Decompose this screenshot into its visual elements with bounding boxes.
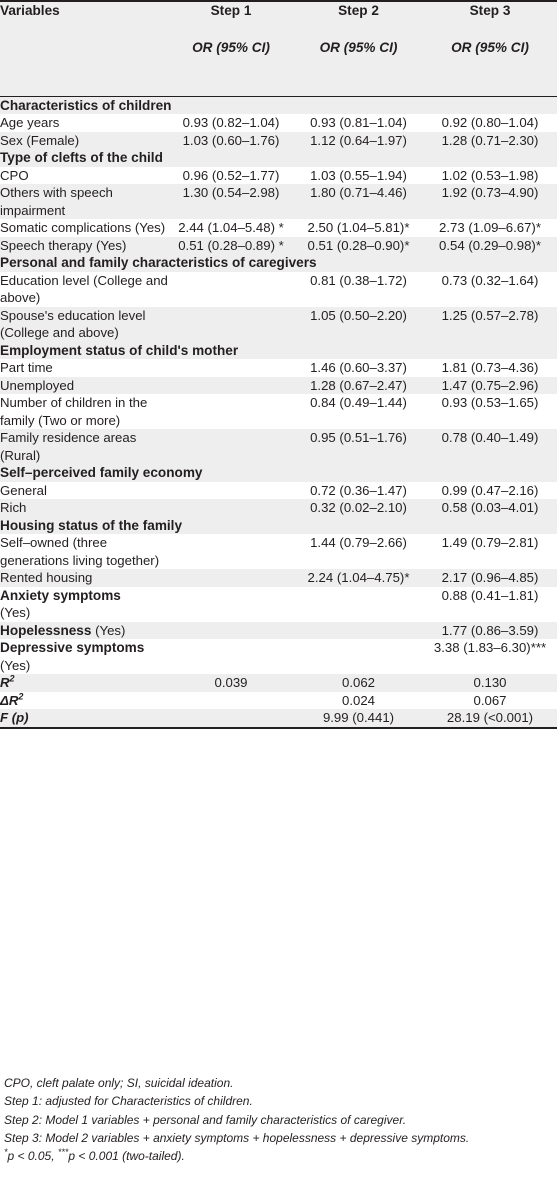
- step-1-value: [168, 307, 294, 342]
- table-row: [0, 132, 557, 150]
- footnote-step-3: Step 3: Model 2 variables + anxiety symptoms + hopelessness + depressive symptoms.: [4, 1130, 470, 1145]
- row-label-bold: Depressive symptoms: [0, 640, 145, 655]
- section-row: [0, 254, 557, 272]
- step-2-value: 2.50 (1.04–5.81)*: [307, 220, 410, 235]
- table-row: [0, 359, 557, 377]
- subheader-or-step-1: OR (95% CI): [168, 39, 294, 96]
- step-1-value: 2.44 (1.04–5.48) *: [178, 220, 284, 235]
- step-2-value: 1.44 (0.79–2.66): [310, 535, 407, 550]
- statistic-row: [0, 674, 557, 692]
- step-2-value: 0.32 (0.02–2.10): [294, 499, 423, 517]
- step-3-value: 28.19 (<0.001): [423, 709, 557, 728]
- step-3-value: 1.81 (0.73–4.36): [441, 360, 539, 375]
- step-3-value: 0.54 (0.29–0.98)*: [423, 237, 557, 255]
- table-row: [0, 307, 557, 342]
- row-label: Age years: [0, 115, 60, 130]
- row-label: Sex (Female): [0, 132, 168, 150]
- step-1-value: [168, 482, 294, 500]
- row-label-suffix: (Yes): [91, 622, 126, 638]
- footnote-significance: [4, 1147, 556, 1165]
- footnote-sup-triple: ***: [57, 1147, 69, 1158]
- table-row: [0, 114, 557, 132]
- step-1-value: 0.93 (0.82–1.04): [182, 115, 280, 130]
- footnote-p-0001: p < 0.001 (two-tailed).: [68, 1149, 185, 1164]
- step-3-value: 0.130: [423, 674, 557, 692]
- step-3-value: 1.92 (0.73–4.90): [423, 184, 557, 219]
- row-label-suffix: (Yes): [0, 657, 31, 673]
- row-label: Rich: [0, 499, 168, 517]
- row-label-bold: Hopelessness: [0, 622, 92, 638]
- step-1-value: [168, 499, 294, 517]
- row-label: Speech therapy (Yes): [0, 237, 168, 255]
- row-label: [0, 622, 168, 640]
- step-3-value: 0.78 (0.40–1.49): [423, 429, 557, 464]
- row-label: [0, 692, 168, 710]
- step-3-value: 0.067: [473, 692, 507, 708]
- section-heading: Type of clefts of the child: [0, 149, 557, 167]
- step-2-value: 1.28 (0.67–2.47): [294, 377, 423, 395]
- row-label: [0, 587, 168, 622]
- table-row: [0, 167, 557, 185]
- table-row: [0, 499, 557, 517]
- row-label: F (p): [0, 709, 168, 728]
- subheader-empty: [0, 39, 168, 96]
- header-variables: Variables: [0, 1, 168, 39]
- step-1-value: [168, 622, 294, 640]
- step-3-value: 0.73 (0.32–1.64): [441, 272, 539, 288]
- step-3-value: 0.99 (0.47–2.16): [441, 482, 539, 498]
- footnote-p-005: p < 0.05,: [7, 1149, 58, 1164]
- row-label: [0, 639, 168, 674]
- row-label: Unemployed: [0, 377, 168, 395]
- table-row: [0, 482, 557, 500]
- step-1-value: 1.30 (0.54–2.98): [168, 184, 294, 219]
- table-row: [0, 587, 557, 622]
- step-1-value: [168, 569, 294, 587]
- table-footnotes: [4, 1074, 556, 1165]
- step-3-value: 1.47 (0.75–2.96): [423, 377, 557, 395]
- step-2-value: 0.93 (0.81–1.04): [310, 115, 407, 130]
- row-label: CPO: [0, 167, 29, 183]
- step-2-value: 0.51 (0.28–0.90)*: [294, 237, 423, 255]
- step-3-value: 1.02 (0.53–1.98): [441, 167, 539, 183]
- row-label: Others with speech impairment: [0, 184, 168, 219]
- step-1-value: [168, 272, 294, 307]
- table-row: [0, 377, 557, 395]
- table-row: [0, 622, 557, 640]
- step-1-value: 0.96 (0.52–1.77): [182, 167, 280, 183]
- step-2-value: [294, 622, 423, 640]
- row-label: Rented housing: [0, 569, 168, 587]
- row-label: Number of children in the family (Two or more): [0, 395, 148, 428]
- section-heading: Characteristics of children: [0, 96, 557, 114]
- step-3-value: 1.77 (0.86–3.59): [423, 622, 557, 640]
- section-row: [0, 342, 557, 360]
- section-row: [0, 464, 557, 482]
- step-1-value: [168, 587, 294, 622]
- step-1-value: [168, 692, 294, 710]
- step-2-value: 0.95 (0.51–1.76): [294, 429, 423, 464]
- section-heading: Self–perceived family economy: [0, 464, 557, 482]
- step-1-value: [168, 429, 294, 464]
- row-label: Self–owned (three generations living together): [0, 535, 160, 568]
- header-row: [0, 1, 557, 39]
- step-2-value: 9.99 (0.441): [294, 709, 423, 728]
- header-step-2: Step 2: [294, 1, 423, 39]
- step-3-value: 0.58 (0.03–4.01): [423, 499, 557, 517]
- step-3-value: 0.92 (0.80–1.04): [441, 115, 539, 130]
- statistic-row: [0, 692, 557, 710]
- step-1-value: [168, 377, 294, 395]
- section-row: [0, 149, 557, 167]
- table-row: [0, 272, 557, 307]
- row-label-bold: Anxiety symptoms: [0, 587, 121, 603]
- step-2-value: 0.062: [294, 674, 423, 692]
- step-2-value: 0.72 (0.36–1.47): [310, 482, 407, 498]
- footnote-sup-single: *: [4, 1147, 8, 1158]
- table-row: [0, 639, 557, 674]
- step-2-value: 0.81 (0.38–1.72): [310, 272, 407, 288]
- table-body: [0, 96, 557, 728]
- step-1-value: [168, 534, 294, 569]
- stat-label-superscript: 2: [9, 673, 15, 684]
- step-3-value: 0.88 (0.41–1.81): [441, 587, 539, 603]
- step-2-value: [294, 639, 423, 674]
- subheader-or-step-2: OR (95% CI): [294, 39, 423, 96]
- row-label: General: [0, 482, 47, 498]
- step-2-value: 1.05 (0.50–2.20): [294, 307, 423, 342]
- step-1-value: 0.039: [168, 674, 294, 692]
- stat-label-base: ΔR: [0, 692, 19, 708]
- step-1-value: 0.51 (0.28–0.89) *: [168, 237, 294, 255]
- step-2-value: 0.84 (0.49–1.44): [310, 395, 407, 410]
- row-label: Education level (College and above): [0, 272, 168, 305]
- table-row: [0, 184, 557, 219]
- statistic-row: [0, 709, 557, 728]
- step-3-value: 1.49 (0.79–2.81): [441, 535, 539, 550]
- header-step-3: Step 3: [423, 1, 557, 39]
- step-2-value: 1.80 (0.71–4.46): [294, 184, 423, 219]
- section-row: [0, 96, 557, 114]
- step-2-value: 2.24 (1.04–4.75)*: [294, 569, 423, 587]
- step-3-value: 2.73 (1.09–6.67)*: [439, 220, 541, 235]
- step-3-value: 2.17 (0.96–4.85): [423, 569, 557, 587]
- table-row: [0, 394, 557, 429]
- row-label: Part time: [0, 360, 53, 375]
- table-row: [0, 534, 557, 569]
- table-row: [0, 569, 557, 587]
- step-2-value: 1.12 (0.64–1.97): [294, 132, 423, 150]
- step-3-value: 1.25 (0.57–2.78): [423, 307, 557, 342]
- footnote-step-2: Step 2: Model 1 variables + personal and family characteristics of caregiver.: [4, 1112, 407, 1127]
- section-row: [0, 517, 557, 535]
- footnote-step-1: Step 1: adjusted for Characteristics of children.: [4, 1094, 253, 1109]
- step-2-value: 0.024: [341, 692, 375, 708]
- section-heading: Employment status of child's mother: [0, 342, 557, 360]
- step-1-value: [168, 639, 294, 674]
- row-label: Somatic complications (Yes): [0, 220, 166, 235]
- subheader-row: [0, 39, 557, 96]
- table-row: [0, 219, 557, 237]
- row-label: Spouse's education level (College and above): [0, 307, 168, 342]
- step-1-value: [168, 394, 294, 429]
- stat-label-base: R: [0, 675, 10, 690]
- table-row: [0, 237, 557, 255]
- step-3-value: 1.28 (0.71–2.30): [423, 132, 557, 150]
- step-1-value: [168, 709, 294, 728]
- stat-label-superscript: 2: [18, 691, 24, 702]
- header-step-1: Step 1: [168, 1, 294, 39]
- step-3-value: 3.38 (1.83–6.30)***: [433, 640, 547, 655]
- step-2-value: 1.46 (0.60–3.37): [310, 360, 407, 375]
- section-heading: Housing status of the family: [0, 517, 557, 535]
- row-label-suffix: (Yes): [0, 605, 31, 620]
- section-heading: Personal and family characteristics of caregivers: [0, 254, 557, 272]
- subheader-or-step-3: OR (95% CI): [423, 39, 557, 96]
- footnote-abbreviations: CPO, cleft palate only; SI, suicidal ideation.: [4, 1076, 234, 1090]
- step-3-value: 0.93 (0.53–1.65): [441, 395, 539, 410]
- table-row: [0, 429, 557, 464]
- row-label: [0, 674, 168, 692]
- step-2-value: [294, 587, 423, 622]
- step-2-value: 1.03 (0.55–1.94): [310, 167, 407, 183]
- step-1-value: 1.03 (0.60–1.76): [168, 132, 294, 150]
- row-label: Family residence areas (Rural): [0, 429, 168, 464]
- step-1-value: [168, 359, 294, 377]
